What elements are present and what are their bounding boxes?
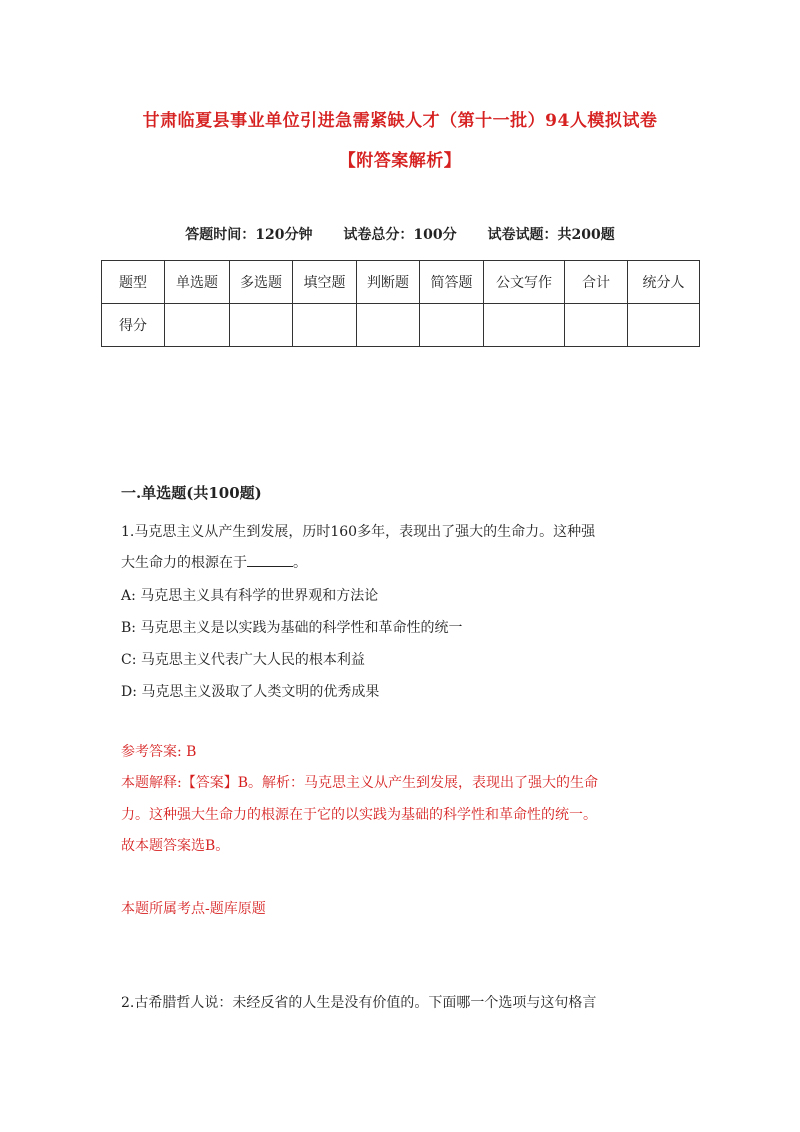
question-1-option-a: A: 马克思主义具有科学的世界观和方法论	[121, 588, 379, 604]
question-1-option-b: B: 马克思主义是以实践为基础的科学性和革命性的统一	[121, 620, 463, 636]
score-table-header-cell: 简答题	[420, 261, 484, 304]
document-title-line1: 甘肃临夏县事业单位引进急需紧缺人才（第十一批）94人模拟试卷	[142, 111, 658, 131]
score-table-header-row	[102, 261, 700, 304]
document-title-line2: 【附答案解析】	[338, 151, 462, 171]
score-cell	[293, 304, 357, 347]
score-cell	[565, 304, 628, 347]
exam-question-count: 试卷试题：共200题	[487, 227, 615, 243]
exam-time: 答题时间：120分钟	[185, 227, 313, 243]
question-1-knowledge-point: 本题所属考点-题库原题	[121, 901, 266, 917]
score-table-row-label: 得分	[102, 304, 165, 347]
score-table-header-cell: 公文写作	[484, 261, 565, 304]
score-cell	[357, 304, 420, 347]
score-table	[101, 260, 700, 347]
question-1-stem-line2	[121, 552, 307, 572]
question-1-stem-end: 。	[293, 555, 307, 571]
answer-blank	[247, 554, 293, 567]
question-2-stem-line1: 2.古希腊哲人说：未经反省的人生是没有价值的。下面哪一个选项与这句格言	[121, 995, 597, 1011]
exam-meta	[0, 224, 800, 244]
question-1-stem-text: 大生命力的根源在于	[121, 555, 247, 571]
score-table-header-cell: 单选题	[165, 261, 230, 304]
question-1-option-c: C: 马克思主义代表广大人民的根本利益	[121, 652, 365, 668]
question-1-answer: 参考答案: B	[121, 744, 197, 760]
score-cell	[484, 304, 565, 347]
score-cell	[230, 304, 293, 347]
score-cell	[628, 304, 700, 347]
score-cell	[420, 304, 484, 347]
score-table-header-cell: 统分人	[628, 261, 700, 304]
score-table-header-cell: 判断题	[357, 261, 420, 304]
question-1-explanation-line1: 本题解释:【答案】B。解析：马克思主义从产生到发展，表现出了强大的生命	[121, 775, 599, 791]
score-table-score-row	[102, 304, 700, 347]
score-table-header-cell: 填空题	[293, 261, 357, 304]
score-table-header-cell: 多选题	[230, 261, 293, 304]
score-table-header-cell: 题型	[102, 261, 165, 304]
exam-total-score: 试卷总分：100分	[343, 227, 457, 243]
question-1-explanation-line2: 力。这种强大生命力的根源在于它的以实践为基础的科学性和革命性的统一。	[121, 807, 597, 823]
score-table-header-cell: 合计	[565, 261, 628, 304]
score-cell	[165, 304, 230, 347]
question-1-explanation-line3: 故本题答案选B。	[121, 838, 230, 854]
section-heading: 一.单选题(共100题)	[121, 484, 262, 502]
question-1-stem-line1: 1.马克思主义从产生到发展，历时160多年，表现出了强大的生命力。这种强	[121, 524, 596, 540]
question-1-option-d: D: 马克思主义汲取了人类文明的优秀成果	[121, 684, 380, 700]
